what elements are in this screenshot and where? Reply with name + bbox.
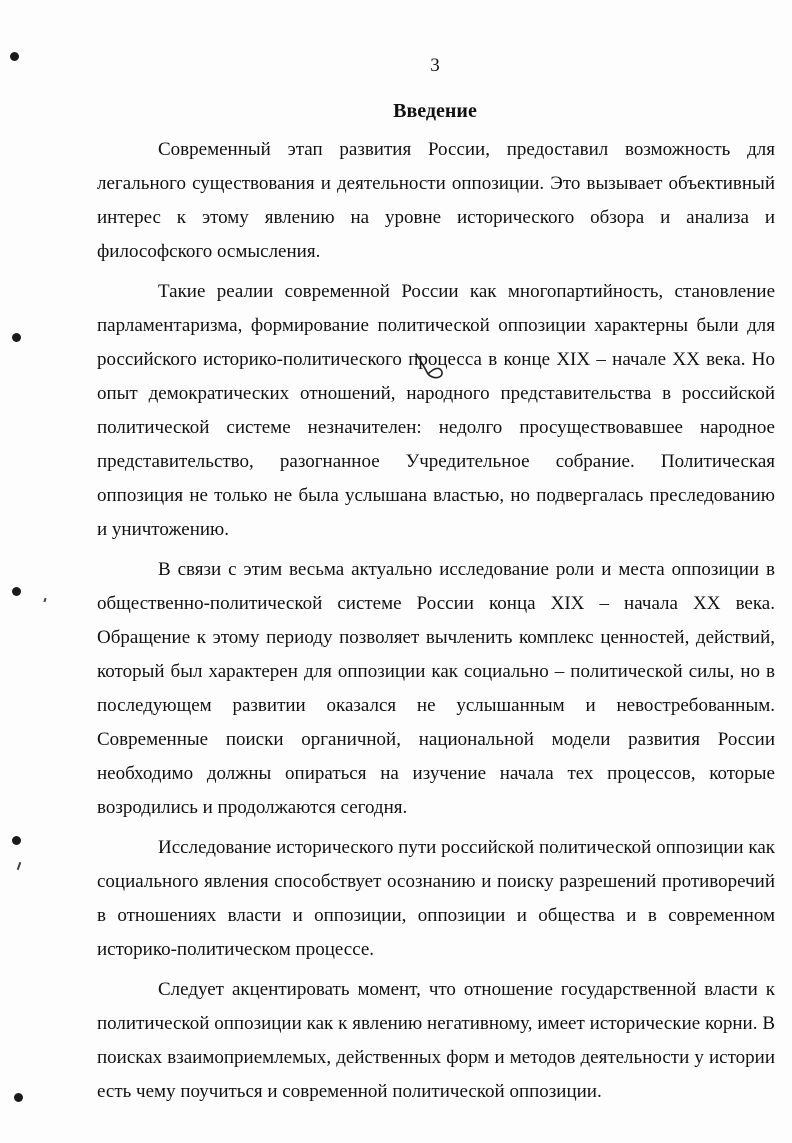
binding-hole-mark <box>12 836 21 845</box>
binding-hole-mark <box>12 587 21 596</box>
scan-artifact-mark <box>43 598 46 602</box>
binding-hole-mark <box>14 1093 23 1102</box>
paragraph: Исследование исторического пути российской политической оппозиции как социального явления способствует осознанию и поиску разрешений противоречий в отношениях власти и оппозиции, оппозиции и общества и в современном историко-политическом процессе. <box>97 837 775 960</box>
section-title: Введение <box>393 100 477 122</box>
paragraph: В связи с этим весьма актуально исследование роли и места оппозиции в общественно-политической системе России конца XIX – начала XX века. Обращение к этому периоду позволяет вычленить комплекс ценностей, действий, который был характерен для оппозиции как социально – политической силы, но в последующем развитии оказался не услышанным и невостребованным. Современные поиски органичной, национальной модели развития России необходимо должны опираться на изучение начала тех процессов, которые возродились и продолжаются сегодня. <box>97 559 775 818</box>
paragraph: Современный этап развития России, предоставил возможность для легального существования и деятельности оппозиции. Это вызывает объективный интерес к этому явлению на уровне исторического обзора и анализа и философского осмысления. <box>97 139 775 262</box>
page-number: 3 <box>430 55 440 76</box>
scan-artifact-mark <box>17 862 22 870</box>
paragraph: Следует акцентировать момент, что отношение государственной власти к политической оппозиции как к явлению негативному, имеет исторические корни. В поисках взаимоприемлемых, действенных форм и методов деятельности у истории есть чему поучиться и современной политической оппозиции. <box>97 979 775 1102</box>
binding-hole-mark <box>12 333 21 342</box>
paragraph: Такие реалии современной России как многопартийность, становление парламентаризма, формирование политической оппозиции характерны были для российского историко-политического процесса в конце XIX – начале XX века. Но опыт демократических отношений, народного представительства в российской политической системе незначителен: недолго просуществовавшее народное представительство, разогнанное Учредительное собрание. Политическая оппозиция не только не была услышана властью, но подвергалась преследованию и уничтожению. <box>97 281 775 540</box>
body-text <box>97 133 775 1115</box>
